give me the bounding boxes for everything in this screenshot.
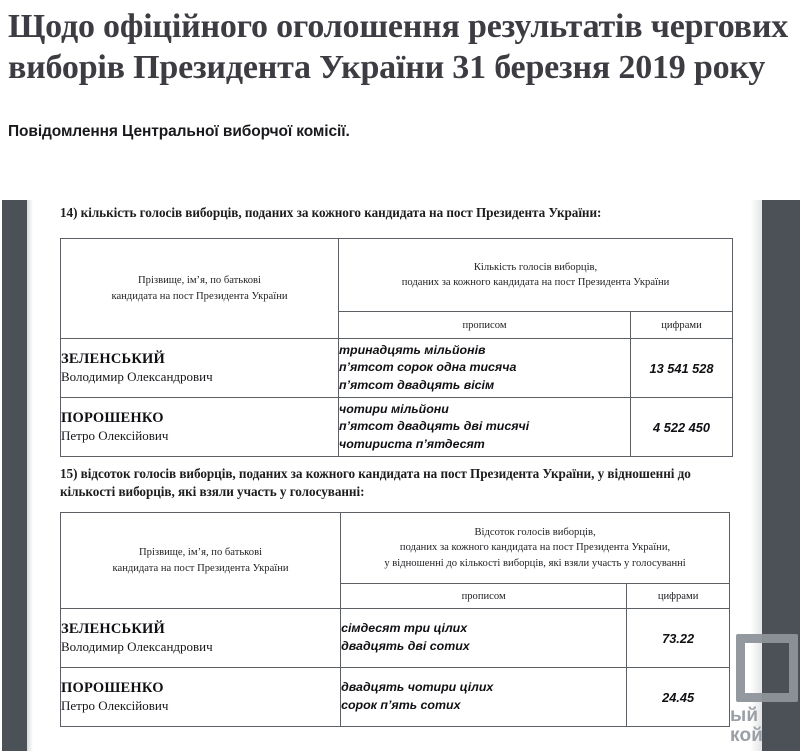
candidate-surname: ПОРОШЕНКО	[61, 410, 164, 427]
table-header-row	[61, 239, 733, 312]
votes-in-words-cell	[339, 398, 631, 457]
percent-in-digits-cell: 73.22	[627, 609, 730, 668]
article-header	[0, 0, 800, 141]
percent-words-line1: двадцять чотири цілих	[341, 680, 494, 695]
votes-words-line2: п’ятсот двадцять дві тисячі	[339, 419, 530, 434]
scanned-document-image	[0, 200, 800, 751]
votes-in-digits-cell: 13 541 528	[631, 339, 733, 398]
candidate-name-cell	[61, 339, 339, 398]
percent-in-words-cell	[341, 609, 627, 668]
votes-words-line2: п’ятсот сорок одна тисяча	[339, 360, 517, 375]
subheader-digits: цифрами	[631, 312, 733, 339]
candidate-surname: ПОРОШЕНКО	[61, 680, 164, 697]
candidate-surname: ЗЕЛЕНСЬКИЙ	[61, 351, 166, 368]
votes-in-digits-cell: 4 522 450	[631, 398, 733, 457]
scan-page-right-edge	[750, 200, 762, 751]
header-candidate-name	[61, 513, 341, 609]
header-candidate-name-line1: Прізвище, ім’я, по батькові	[139, 547, 263, 559]
scan-page-left-edge	[27, 200, 33, 751]
votes-words-line1: чотири мільйони	[339, 401, 449, 416]
subheader-digits: цифрами	[627, 584, 730, 609]
candidate-surname: ЗЕЛЕНСЬКИЙ	[61, 621, 166, 638]
votes-words-line1: тринадцять мільйонів	[339, 342, 486, 357]
watermark-line2: кой	[730, 725, 764, 747]
subheader-words: прописом	[339, 312, 631, 339]
article-subtitle: Повідомлення Центральної виборчої комісії.	[8, 122, 350, 140]
candidate-name-cell	[61, 668, 341, 727]
clause-15-text: 15) відсоток голосів виборців, поданих за кожного кандидата на пост Президента України, у відношенні до кількості виборців, які взяли участь у голосуванні:	[60, 466, 691, 500]
candidate-name-cell	[61, 398, 339, 457]
table-row	[61, 339, 733, 398]
header-percent-value-line2: поданих за кожного кандидата на пост Президента України,	[399, 542, 671, 554]
header-percent-value	[341, 513, 730, 584]
table-row	[61, 398, 733, 457]
votes-count-table	[60, 238, 733, 457]
candidate-given-name: Володимир Олександрович	[61, 638, 213, 654]
percent-words-line2: двадцять дві сотих	[341, 639, 470, 653]
header-votes-value	[339, 239, 733, 312]
header-votes-value-line2: поданих за кожного кандидата на пост Президента України	[401, 277, 670, 288]
scan-right-margin-bar	[762, 200, 800, 751]
header-candidate-name-line2: кандидата на пост Президента України	[111, 290, 288, 302]
header-candidate-name-line1: Прізвище, ім’я, по батькові	[138, 275, 261, 287]
watermark-line1: ый	[730, 704, 759, 726]
table-row	[61, 668, 730, 727]
header-candidate-name-line2: кандидата на пост Президента України	[112, 562, 289, 574]
votes-words-line3: чотириста п’ятдесят	[339, 436, 485, 451]
table-header-row	[61, 513, 730, 584]
candidate-name-cell	[61, 609, 341, 668]
percent-in-words-cell	[341, 668, 627, 727]
header-percent-value-line1: Відсоток голосів виборців,	[474, 526, 596, 538]
percent-in-digits-cell: 24.45	[627, 668, 730, 727]
votes-words-line3: п’ятсот двадцять вісім	[339, 377, 495, 392]
percent-words-line1: сімдесят три цілих	[341, 621, 468, 636]
page-title: Щодо офіційного оголошення результатів чергових виборів Президента України 31 березня 2019 року	[8, 8, 789, 87]
table-row	[61, 609, 730, 668]
votes-in-words-cell	[339, 339, 631, 398]
candidate-given-name: Петро Олексійович	[61, 427, 169, 443]
header-candidate-name	[61, 239, 339, 339]
clause-14-text: 14) кількість голосів виборців, поданих за кожного кандидата на пост Президента України:	[60, 205, 602, 220]
candidate-given-name: Володимир Олександрович	[61, 368, 213, 384]
candidate-given-name: Петро Олексійович	[61, 697, 169, 713]
header-percent-value-line3: у відношенні до кількості виборців, які взяли участь у голосуванні	[384, 557, 686, 569]
subheader-words: прописом	[341, 584, 627, 609]
header-votes-value-line1: Кількість голосів виборців,	[473, 261, 598, 273]
percent-words-line2: сорок п’ять сотих	[341, 698, 461, 712]
scan-left-margin-bar	[2, 200, 27, 751]
votes-percent-table	[60, 512, 730, 727]
